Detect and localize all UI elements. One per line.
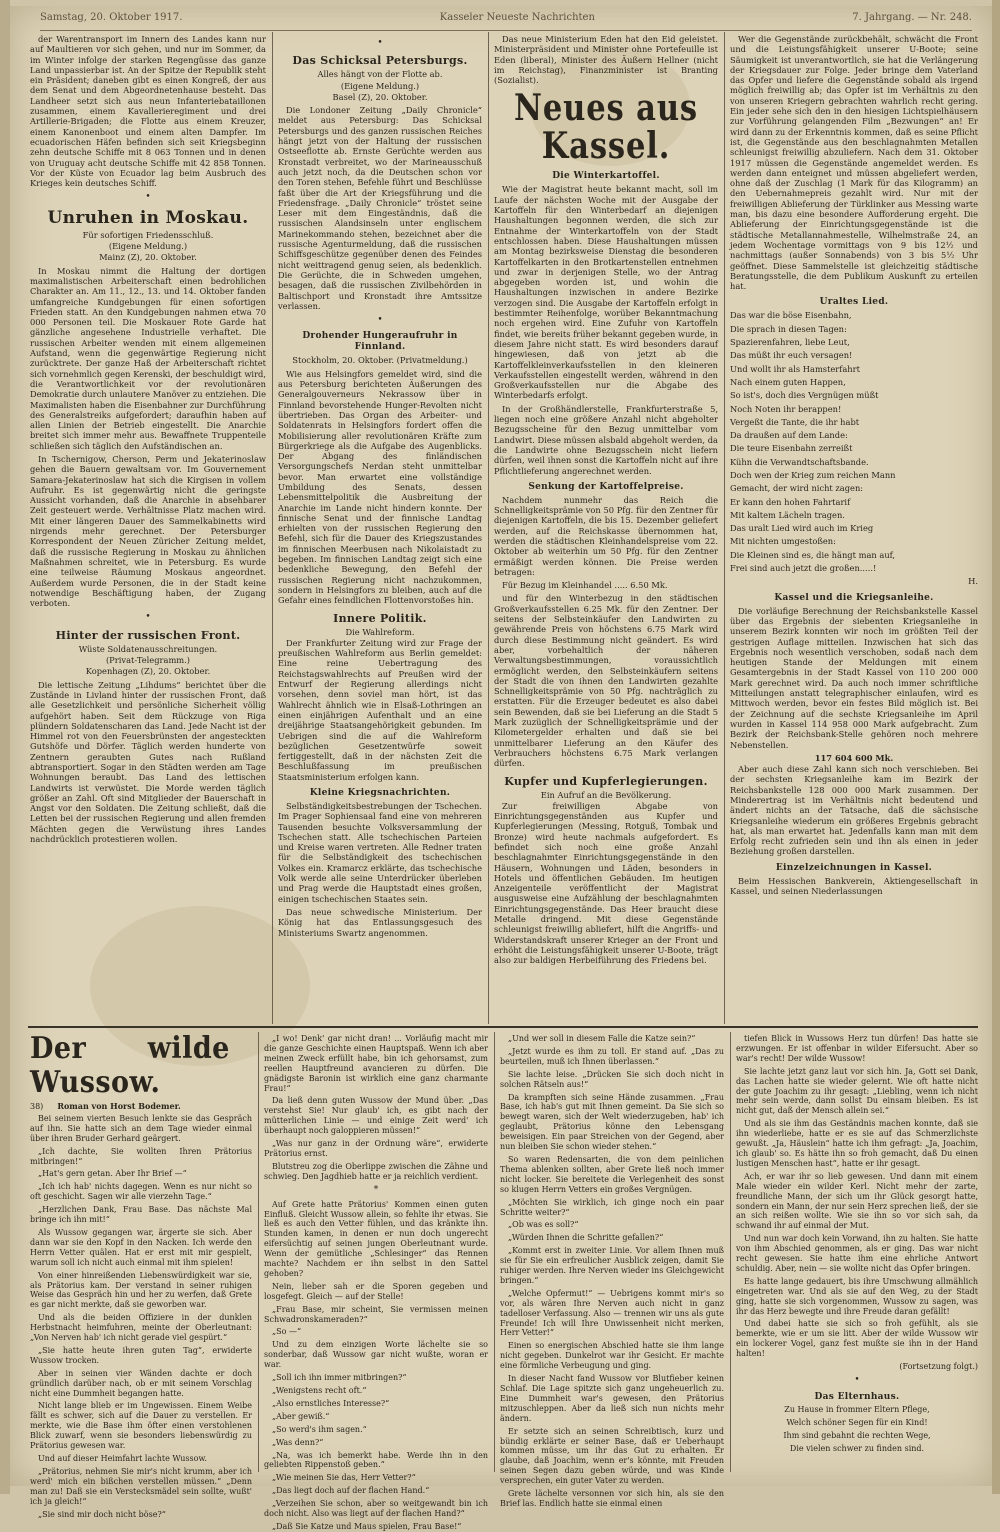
poem-line: Die teure Eisenbahn zerreißt [730, 443, 853, 454]
header-issue: 7. Jahrgang. — Nr. 248. [852, 12, 972, 23]
separator: • [377, 315, 383, 326]
article-title-hunger: Drohender Hungeraufruhr in Finnland. [302, 331, 458, 353]
article-body: In Tschernigow, Cherson, Perm und Jekaterinoslaw gehen die Bauern gewaltsam vor. Im Gouvernement Samara-Jekaterinoslaw hat sich die Kirgisen in vollem Aufruhr. Es ist gegenwärtig nicht die geringste Aussicht vorhanden, daß die Anarchie in absehbarer Zeit gesteuert werde. Verhältnisse Platz machen wird. Mit einer längeren Dauer des Sammelkabinetts wird nirgends mehr gerechnet. Der Petersburger Korrespondent der Neuen Züricher Zeitung meldet, daß die russische Regierung in Moskau zu ähnlichen Maßnahmen schreitet, wie in Petersburg. Es wurde eine teilweise Räumung Moskaus angeordnet. Außerdem wurde Personen, die in der Stadt keine notwendige Beschäftigung haben, der Zugang verboten. [30, 453, 266, 609]
header-paper-name: Kasseler Neueste Nachrichten [439, 12, 595, 23]
running-head [40, 12, 972, 31]
serial-paragraph: „Daß Sie Katze und Maus spielen, Frau Base!“ [272, 1521, 462, 1531]
serial-paragraph: „Würden Ihnen die Schritte gefallen?“ [508, 1233, 664, 1243]
article-body: Der Frankfurter Zeitung wird zur Frage der preußischen Wahlreform aus Berlin gemeldet: Eine reine Uebertragung des Reichstagswahlrechts auf Preußen wird der Entwurf der Regierung allerdings nicht vorsehen, denn soviel man hört, ist das Wahlrecht ähnlich wie in Elsaß-Lothringen an einen einjährigen Aufenthalt und an eine dreijährige Staatsangehörigkeit gebunden. Im Uebrigen sind die auf die Wahlreform bezüglichen Gesetzentwürfe soweit fertiggestellt, daß in der nächsten Zeit die Beschlußfassung im preußischen Staatsministerium erfolgen kann. [278, 637, 482, 782]
column-1 [30, 34, 266, 1024]
col3-intro: Das neue Ministerium Eden hat den Eid geleistet. Ministerpräsident und Minister ohne Portefeuille ist Eden (liberal), Minister des Äußern Hellner (nicht im Reichstag), Finanzminister ist Branting (Sozialist). [494, 34, 718, 86]
continuation-note: (Fortsetzung folgt.) [899, 1362, 978, 1372]
serial-paragraph: Ach, er war ihr so lieb gewesen. Und dann mit einem Male wieder ein wilder Kerl. Nicht mehr der zarte, freundliche Mann, der sich um ihr Glück gesorgt hatte, sondern ein Mann, der nur sein Herz sprechen ließ, der sie an sich reißen wollte. Wie sie ihn so vor sich sah, da schwand ihr auf einmal der Mut. [736, 1171, 978, 1231]
dateline: Stockholm, 20. Oktober. (Privatmeldung.) [292, 355, 468, 366]
serial-paragraph: „Kommt erst in zweiter Linie. Vor allem Ihnen muß sie für Sie ein erfreulicher Ausblick zeigen, damit Sie ruhiger werden. Ihre Nerven wieder ins Gleichgewicht bringen.“ [500, 1246, 724, 1285]
poem-line: Nach einem guten Happen, [730, 376, 846, 387]
serial-column-2 [264, 1034, 488, 1531]
article-title-politik: Innere Politik. [333, 611, 427, 625]
poem-line: Mit kaltem Lächeln tragen. [730, 509, 845, 520]
serial-paragraph: „Möchten Sie wirklich, ich ginge noch ein paar Schritte weiter?“ [500, 1197, 724, 1217]
section-masthead: Neues aus Kassel. [514, 87, 698, 168]
article-body: Selbständigkeitsbestrebungen der Tschechen. Im Prager Sophiensaal fand eine von mehreren Tausenden besuchte Volksversammlung der Tschechen statt. Alle tschechischen Parteien und Kreise waren vertreten. Alle Redner traten für die Selbständigkeit des tschechischen Volkes ein. Kramarcz erklärte, das tschechische Volk werde alle seine Unterdrücker überleben und Prag werde die Hauptstadt eines großen, einigen tschechischen Staates sein. [278, 801, 482, 904]
serial-paragraph: „Aber gewiß.“ [272, 1411, 330, 1421]
serial-paragraph: Da ließ denn guten Wussow der Mund über. „Das verstehst Sie! Nur glaub' ich, es gibt nach der mütterlichen Linie — und einige Zeit werd' ich überhaupt noch galoppieren müssen!“ [264, 1096, 488, 1136]
poem-line: Die Kleinen sind es, die hängt man auf, [730, 549, 896, 560]
serial-paragraph: Da krampften sich seine Hände zusammen. „Frau Base, ich hab's gut mit Ihnen gemeint. Da Sie sich so bewegt waren, sich der Welt wiederzugeben, hab' ich geglaubt, Prätorius könne den Lebensgang beweisigen. Ein paar Streichen von der Gegend, aber nun bleiben Sie schon wieder stehen.“ [500, 1092, 724, 1152]
col4-intro: Wer die Gegenstände zurückbehält, schwächt die Front und die Leistungsfähigkeit unserer U-Boote; seine Säumigkeit ist unverantwortlich, sie hat die Verlängerung der Kriegsdauer zur Folge. Jeder bringe dem Vaterland das Opfer und liefere die Gegenstände sobald als irgend möglich freiwillig ab; das Opfer ist im Verhältnis zu den von unseren Kriegern gebrachten wahrlich recht gering. Ein jeder sehe sich den in den hiesigen Lichtspielhäusern zur Vorführung gelangenden Film „Bezwungen“ an! Er wird dann zu der Erkenntnis kommen, daß es seine Pflicht ist, die Gegenstände aus den beschlagnahmten Metallen schleunigst freiwillig abzuliefern. Nach dem 31. Oktober 1917 müssen die Gegenstände angemeldet werden. Es werden dann enteignet und müssen abgeliefert werden, ohne daß der Zuschlag (1 Mark für das Kilogramm) an den Uebernahmepreis gezahlt wird. Nur mit der freiwilligen Ablieferung der Türklinker aus Messing warte man, bis dazu eine besondere Aufforderung ergeht. Die Ablieferung der Einrichtungsgegenstände ist die städtische Metallannahmestelle, Wilhelmstraße 24, an jedem Wochentage vormittags von 9 bis 12½ und nachmittags (außer Sonnabends) von 3 bis 5½ Uhr geöffnet. Diese Sammelstelle ist gleichzeitig städtische Beratungsstelle, die dem Publikum Auskunft zu erteilen hat. [730, 34, 978, 292]
serial-paragraph: „Jetzt wurde es ihm zu toll. Er stand auf. „Das zu beurteilen, muß ich Ihnen überlassen.“ [500, 1046, 724, 1066]
poem-line: Da draußen auf dem Lande: [730, 430, 848, 441]
serial-paragraph: „Frau Base, mir scheint, Sie vermissen meinen Schwadronskameraden?“ [264, 1304, 488, 1324]
dateline: Mainz (Z), 20. Oktober. [99, 252, 197, 263]
column-2 [278, 34, 482, 1024]
right-page-edge [992, 0, 1000, 1494]
poem-line: Die sprach in diesen Tagen: [730, 323, 847, 334]
newspaper-page [10, 6, 992, 1531]
serial-paragraph: Blutstreu zog die Oberlippe zwischen die Zähne und schwieg. Den Jagdhieb hatte er ja reichlich verdient. [264, 1161, 488, 1181]
poem-line: Kühn die Verwandtschaftsbande. [730, 456, 869, 467]
serial-column-4 [736, 1034, 978, 1476]
column-rule [730, 1032, 731, 1472]
serial-paragraph: „Wie meinen Sie das, Herr Vetter?“ [272, 1473, 416, 1483]
serial-paragraph: Er setzte sich an seinen Schreibtisch, kurz und bündig erklärte er seiner Base, daß er Ueberhaupt kommen müsse, um ihr das Gut zu erhalten. Er glaube, daß Joachim, wenn er's könnte, mit Freuden seinen Segen dazu geben würde, und was Kinde versprechen, ein guter Vater zu werden. [500, 1426, 724, 1486]
article-title-klein: Kleine Kriegsnachrichten. [309, 788, 451, 798]
serial-paragraph: Grete lächelte versonnen vor sich hin, als sie den Brief las. Endlich hatte sie einmal einen [500, 1489, 724, 1508]
column-rule [258, 1032, 259, 1472]
article-body: Beim Hessischen Bankverein, Aktiengesellschaft in Kassel, und seinen Niederlassungen [730, 875, 978, 897]
column-rule [494, 1032, 495, 1472]
article-title-petersburg: Das Schicksal Petersburgs. [292, 54, 468, 68]
poem-line: Und wollt ihr als Hamsterfahrt [730, 363, 860, 374]
poem-line: Gemacht, der wird nicht zagen: [730, 483, 864, 494]
column-3 [494, 34, 718, 1024]
poem-line: Frei sind auch jetzt die großen.....! [730, 563, 877, 574]
serial-column-3 [500, 1034, 724, 1508]
serial-paragraph: „Verzeihen Sie schon, aber so weitgewandt bin ich doch nicht. Also was liegt auf der flachen Hand?“ [264, 1499, 488, 1519]
serial-paragraph: Und zu dem einzigen Worte lächelte sie so sonderbar, daß Wussow gar nicht wußte, woran er war. [264, 1340, 488, 1370]
poem-line: Doch wen der Krieg zum reichen Mann [730, 469, 896, 480]
serial-paragraph: Bei seinem vierten Besuch lenkte sie das Gespräch auf ihn. Sie hatte sich an dem Tage wieder einmal über ihren Bruder Gerhard geärgert. [30, 1113, 252, 1143]
article-title-anleihe: Kassel und die Kriegsanleihe. [774, 592, 934, 603]
poem-line: Mit nichten umgestoßen: [730, 536, 836, 547]
article-source: (Eigene Meldung.) [340, 80, 420, 91]
serial-paragraph: Und als die beiden Offiziere in der dunklen Herbstnacht heimfuhren, meinte der Oberleutnant: „Von Nerven hab' ich nicht gerade viel gespürt.“ [30, 1313, 252, 1343]
serial-paragraph: „Wenigstens recht oft.“ [272, 1386, 367, 1395]
column-4 [730, 34, 978, 1024]
column-rule [272, 32, 273, 1024]
serial-number: 38) [30, 1102, 44, 1111]
article-body: und für den Winterbezug in den städtischen Großverkaufsstellen 6.25 Mk. für den Zentner. Der seitens der Selbsteinkäufer den Landwirten zu gewährende Preis von höchstens 6.75 Mark wird durch diese Bestimmung nicht geändert. Es wird aber, vorbehaltlich der näheren Verwaltungsbestimmungen, voraussichtlich ermöglicht werden, den Selbsteinkäufern seitens der Stadt die von ihnen den Landwirten gezahlte Schnelligkeitsprämie von 50 Pfg. nachträglich zu erstatten. Für die Erzeuger bedeutet es also dabei sein Bewenden, daß sie bei Lieferung an die Stadt 5 Mark zuzüglich der Schnelligkeitsprämie und der Kilometergelder erhalten und daß sie bei unmittelbarer Lieferung an den Käufer des Verbrauchers höchstens 6.75 Mark verlangen dürfen. [494, 593, 718, 769]
poem-line: Spazierenfahren, liebe Leut, [730, 337, 850, 348]
serial-paragraph: „Sie hatte heute ihren guten Tag“, erwiderte Wussow trocken. [30, 1345, 252, 1365]
poem-line: Vergeßt die Tante, die ihr habt [730, 416, 860, 427]
serial-column-1 [30, 1030, 252, 1519]
serial-paragraph: „I wo! Denk' gar nicht dran! ... Vorläufig macht mir die ganze Geschichte einen Hauptspaß. Wenn ich aber meinen Zweck erfüllt habe, bin ich gehorsamst, zum reellen Hauptfreund avancieren zu dürfen. Die gnädigste Baronin ist wirklich eine ganz charmante Frau!“ [264, 1034, 488, 1093]
separator: * [373, 1184, 379, 1195]
serial-paragraph: „Welche Opfermut!“ — Uebrigens kommt mir's so vor, als wären Ihre Nerven auch nicht in ganz tadelloser Verfassung. Also — trennen wir uns als gute Freunde! Ich will Ihre Unwissenheit nicht merken, Herr Vetter!“ [500, 1288, 724, 1338]
article-subtitle: Alles hängt von der Flotte ab. [317, 69, 443, 80]
article-title-preise: Senkung der Kartoffelpreise. [528, 481, 684, 492]
anleihe-total: 117 604 600 Mk. [814, 752, 894, 763]
serial-paragraph: Es hatte lange gedauert, bis ihre Umschwung allmählich eingetreten war. Und als sie auf den Weg, zu der Stadt ging, hatte sie sich vorgenommen, Wussow zu sagen, was ihr das Herz bewegte und ihre Freude daran gefällt! [736, 1276, 978, 1316]
serial-paragraph: „Ob was es soll?“ [508, 1220, 579, 1230]
price-line: Für Bezug im Kleinhandel ..... 6.50 Mk. [502, 580, 668, 591]
separator: • [145, 192, 151, 203]
separator: • [145, 612, 151, 623]
serial-paragraph: „Ich dachte, Sie wollten Ihren Prätorius mitbringen!“ [30, 1146, 252, 1166]
serial-paragraph: „Hat's gern getan. Aber Ihr Brief —“ [38, 1169, 187, 1179]
serial-paragraph: Und dabei hatte sie sich so froh gefühlt, als sie bemerkte, wie er um sie litt. Aber der wilde Wussow wir ein lockerer Vogel, ganz fest mußte sie ihn in der Hand halten! [736, 1319, 978, 1359]
article-body: Die Londoner Zeitung „Daily Chronicle“ meldet aus Petersburg: Das Schicksal Petersburgs und des ganzen russischen Reiches hängt jetzt von der Haltung der russischen Ostseeflotte ab. Ernste Gerüchte werden aus Kronstadt verbreitet, wo der Marineausschuß auch jetzt noch, da die Deutschen schon vor den Toren stehen, Befehle führt und Beschlüsse faßt über die Art der Kriegsführung und die Friedensfrage. „Daily Chronicle“ tröstet seine Leser mit dem Eingeständnis, daß die russischen Alandsinseln unter englischem Marinekommando stehen, bezeichnet aber die russische Agenturmeldung, daß die russischen Schiffsgeschütze gegenüber denen des Feindes nicht weittragend genug seien, als bedenklich. Die Gerüchte, die in Schweden umgehen, besagen, daß die russischen Zivilbehörden in Baltischport und Kronstadt ihre Amtssitze verlassen. [278, 105, 482, 311]
serial-byline: Roman von Horst Bodemer. [57, 1101, 181, 1111]
article-body: Wie aus Helsingfors gemeldet wird, sind die aus Petersburg berichteten Äußerungen des Generalgouverneurs Nekrassow über in Finnland bevorstehende Hunger-Revolten nicht übertrieben. Das Organ des Arbeiter- und Soldatenrats in Helsingfors fordert offen die Mobilisierung aller revolutionären Kräfte zum Bürgerkriege als die Aufgabe des Augenblicks. Der Abgang des finländischen Versorgungschefs Nerdan steht unmittelbar bevor. Man erwartet eine vollständige Umbildung des Senats, dessen Lebensmittelpolitik die Ausbreitung der Anarchie im Lande nicht hindern konnte. Der finnische Senat und der finnische Landtag erhielten von der russischen Regierung den Befehl, sich für die Dauer des Kriegszustandes im finnischen Meerbusen nach Nikolaistadt zu begeben. Im finnischen Landtag zeigt sich eine bedenkliche Bewegung, den Befehl der russischen Regierung nicht nachzukommen, sondern in Helsingfors zu bleiben, auch auf die Gefahr eines feindlichen Flottenvorstoßes hin. [278, 368, 482, 606]
serial-paragraph: „Prätorius, nehmen Sie mir's nicht krumm, aber ich werd' mich ein bißchen verstellen müssen.“ „Denn man zu! Daß sie ein Verstecksmädel sein sollte, wußt' ich ja gleich!“ [30, 1466, 252, 1506]
article-subtitle: Ein Aufruf an die Bevölkerung. [540, 789, 672, 800]
serial-paragraph: „So werd's ihm sagen.“ [272, 1424, 367, 1434]
dateline: Basel (Z), 20. Oktober. [332, 91, 428, 102]
article-body: Wie der Magistrat heute bekannt macht, soll im Laufe der nächsten Woche mit der Ausgabe der Kartoffeln für den Winterbedarf an diejenigen Haushaltungen begonnen werden, die sich zur Entnahme der Winterkartoffeln von der Stadt entschlossen haben. Diese Haushaltungen müssen am Montag bezirksweise Dienstag die besonderen Kartoffelkarten in den Brotkartenstellen entnehmen und zwar in derjenigen Stelle, wo der Antrag abgegeben worden ist, und wohin die Haushaltungen inzwischen in andere Bezirke verzogen sind. Die Ausgabe der Kartoffeln erfolgt in bestimmter Reihenfolge, worüber Bekanntmachung noch ergehen wird. Eine Zufuhr von Kartoffeln findet, wie bereits früher bekannt gegeben wurde, in diesem Jahre nicht statt. Es wird besonders darauf hingewiesen, daß von jetzt ab die Kartoffelkleinverkaufsstellen in den kleineren Verkaufsstellen eingestellt werden, während in den Großverkaufsstellen nur die Abgabe des Winterbedarfs erfolgt. [494, 184, 718, 401]
col1-intro: der Warentransport im Innern des Landes kann nur auf Maultieren vor sich gehen, und nur im Sommer, da im Winter infolge der starken Regengüsse das ganze Land unpassierbar ist. An der Spitze der Republik steht ein Präsident; daneben gibt es einen Kongreß, der aus dem Senat und dem Abgeordnetenhause besteht. Das Landheer setzt sich aus neun Infanteriebataillonen zusammen, einem Kavallerieregiment und drei Artillerie-Brigaden; die Flotte aus einem Kreuzer, einem Kanonenboot und einem alten Dampfer. Im ecuadorischen Häfen befinden sich seit Kriegsbeginn zehn deutsche Schiffe mit 8 063 Tonnen und in denen von Uruguay acht deutsche Schiffe mit 42 858 Tonnen. Vor der Küste von Ecuador lag beim Ausbruch des Krieges kein deutsches Schiff. [30, 34, 266, 189]
poem-line: Das war die böse Eisenbahn, [730, 310, 852, 321]
serial-byline-row [30, 1102, 252, 1112]
serial-paragraph: „Herzlichen Dank, Frau Base. Das nächste Mal bringe ich ihn mit!“ [30, 1205, 252, 1225]
header-date: Samstag, 20. Oktober 1917. [40, 12, 183, 23]
serial-paragraph: Auf Grete hatte Prätorius' Kommen einen guten Einfluß. Gleicht Wussow allein, so fehlte ihr etwas. Sie ließ es auch den Vetter fühlen, und das kränkte ihn. Stunden kamen, in denen er nun doch ungerecht eifersüchtig auf seinen jungen Oberleutnant wurde. Wenn der gemütliche „Schlesinger“ das Rennen machte? Nachdem er ihn selbst in den Sattel gehoben? [264, 1199, 488, 1278]
article-subtitle: Die Wahlreform. [345, 626, 415, 637]
serial-paragraph: So waren Redensarten, die von dem peinlichen Thema ablenken sollten, aber Grete ließ noch immer nicht locker. Sie bereitete die Verlegenheit des sonst so klugen Herrn Vetters ein großes Vergnügen. [500, 1154, 724, 1194]
serial-paragraph: Nein, lieber sah er die Sporen gegeben und losgefegt. Gleich — auf der Stelle! [264, 1281, 488, 1301]
dateline: Kopenhagen (Z), 20. Oktober. [85, 666, 211, 677]
section-divider [28, 1026, 978, 1028]
serial-paragraph: Und auf dieser Heimfahrt lachte Wussow. [38, 1454, 207, 1463]
article-source: (Eigene Meldung.) [108, 241, 188, 252]
poem-line: Noch Noten ihr berappen! [730, 403, 842, 414]
article-body: Das neue schwedische Ministerium. Der König hat das Entlassungsgesuch des Ministeriums Swartz angenommen. [278, 906, 482, 938]
article-body: In Moskau nimmt die Haltung der dortigen maximalistischen Arbeiterschaft einen bedrohlichen Charakter an. Am 11., 12., 13. und 14. Oktober fanden umfangreiche Kundgebungen für einen sofortigen Frieden statt. An den Kundgebungen nahmen etwa 70 000 Personen teil. Die Moskauer Rote Garde hat gänzliche angesehene Industrielle verhaftet. Die russischen Arbeiter wenden mit einem allgemeinen Aufstand, wenn die gegenwärtige Regierung nicht zurücktrete. Der ganze Haß der Arbeiterschaft richtet sich vornehmlich gegen Kerenski, der beschuldigt wird, die Verantwortlichkeit vor der revolutionären Demokratie durch unlautere Manöver zu entziehen. Die Maximalisten haben die Eisenbahner zur Durchführung des Generalstreiks aufgefordert; daraufhin haben auf allen Linien der Betrieb eingestellt. Die Anarchie breitet sich immer mehr aus. Bewaffnete Truppenteile schließen sich täglich den Aufständischen an. [30, 265, 266, 451]
column-rule [724, 32, 725, 1024]
article-body: Zur freiwilligen Abgabe von Einrichtungsgegenständen aus Kupfer und Kupferlegierungen (Messing, Rotguß, Tombak und Bronze) wird heute nachmals aufgefordert. Es befindet sich noch eine große Anzahl beschlagnahmter Einrichtungsgegenstände in den Häusern, Wohnungen und Läden, besonders in Hotels und öffentlichen Gebäuden. Im heutigen Anzeigenteile veröffentlicht der Magistrat ausgusweise eine Aufzählung der beschlagnahmten Einrichtungsgegenstände. Das Heer braucht diese Metalle dringend. Mit diese Gegenstände schleunigst freiwillig abliefert, hilft die Angriffs- und Widerstandskraft unserer Krieger an der Front und erhöht die Leistungsfähigkeit unserer U-Boote, trägt also zur baldigen Herbeiführung des Friedens bei. [494, 800, 718, 966]
serial-paragraph: „Soll ich ihn immer mitbringen?“ [272, 1373, 407, 1383]
poem-line: Welch schöner Segen für ein Kind! [786, 1417, 928, 1427]
serial-paragraph: Sie lachte leise. „Drücken Sie sich doch nicht in solchen Rätseln aus!“ [500, 1069, 724, 1089]
article-body: In der Großhändlerstelle, Frankfurterstraße 5, liegen noch eine größere Anzahl nicht abgeholter Bezugsscheine für den Bezug unmittelbar vom Landwirt. Diese müssen alsbald abgeholt werden, da die Landwirte ohne Bezugsschein nicht liefern dürfen, weil ihnen sonst die Kartoffeln nicht auf ihre Pflichtlieferung angerechnet werden. [494, 403, 718, 476]
article-body: Aber auch diese Zahl kann sich noch verschieben. Bei der sechsten Kriegsanleihe kam im Bezirk der Reichsbankstelle 128 000 000 Mark zusammen. Der Minderertrag ist im Verhältnis nicht bedeutend und ändert nichts an der Tatsache, daß die sächsische Kriegsanleihe wiederum ein größeres Ergebnis gebracht hat, als man erwartet hat. Jedenfalls kann man mit dem Erfolg recht zufrieden sein und ihn als einen in jeder Beziehung großen darstellen. [730, 764, 978, 857]
serial-paragraph: Als Wussow gegangen war, ärgerte sie sich. Aber dann war sie den Kopf in den Nacken. Ich werde den Herrn Vetter quälen. Hat er erst mit mir gespielt, warum soll ich nicht auch einmal mit ihm spielen! [30, 1227, 252, 1267]
article-title-moskau: Unruhen in Moskau. [47, 207, 249, 228]
article-body: Die lettische Zeitung „Lihdums“ berichtet über die Zustände in Livland hinter der russischen Front, daß alle Gesetzlichkeit und persönliche Sicherheit völlig aufgehört haben. Seit dem Rückzuge von Riga plündern Soldatenscharen das Land. Jede Nacht ist der Himmel rot von den Feuersbrünsten der angesteckten Gutshöfe und Dörfer. Täglich werden hunderte von Zentnern geraubten Gutes nach Rußland abtransportiert. Sogar in den Städten werden am Tage Wohnungen beraubt. Das Land des lettischen Landwirts ist verwüstet. Die Morde werden täglich größer an Zahl. Oft sind Mitglieder der Bauerschaft in Angst vor den Soldaten. Die Zeitung schließt, daß die Letten bei der russischen Regierung und allen fremden Mächten gegen die Verwüstung ihres Landes nachdrücklich protestieren wollen. [30, 679, 266, 845]
serial-paragraph: „Was denn?“ [272, 1437, 324, 1447]
serial-title: Der wilde Wussow. [30, 1031, 230, 1100]
poem-line: Die vielen schwer zu finden sind. [789, 1443, 925, 1453]
poem-line: Das müßt ihr euch versagen! [730, 350, 853, 361]
article-source: (Privat-Telegramm.) [105, 655, 191, 666]
serial-paragraph: „So —“ [272, 1327, 302, 1337]
serial-paragraph: Nicht lange blieb er im Ungewissen. Einem Weibe fällt es schwer, sich auf die Dauer zu verstellen. Er merkte, wie die Base ihm öfter einen verstohlenen Blick zuwarf, wenn sie besonders liebenswürdig zu Prätorius gewesen war. [30, 1401, 252, 1451]
serial-paragraph: Von einer hinreißenden Liebenswürdigkeit war sie, als Prätorius kam. Der verstand in seiner ruhigen Weise das Gespräch hin und her zu werfen, daß Grete es gar nicht merkte, daß sie geworben war. [30, 1270, 252, 1310]
article-title-kupfer: Kupfer und Kupferlegierungen. [504, 774, 708, 788]
article-body: Nachdem nunmehr das Reich die Schnelligkeitsprämie von 50 Pfg. für den Zentner für diejenigen Kartoffeln, die bis 15. Dezember geliefert werden, auf die Reichskasse übernommen hat, werden die städtischen Kleinhandelspreise vom 22. Oktober ab weiterhin um 50 Pfg. für den Zentner ermäßigt werden können. Die Preise werden betragen: [494, 494, 718, 577]
column-rule [488, 32, 489, 1024]
poem-title-elternhaus: Das Elternhaus. [814, 1391, 900, 1402]
serial-paragraph: „Was nur ganz in der Ordnung wäre“, erwiderte Prätorius ernst. [264, 1139, 488, 1158]
poem-line: Das uralt Lied wird auch im Krieg [730, 523, 874, 534]
separator: • [854, 1375, 860, 1385]
serial-paragraph: Einen so energischen Abschied hatte sie ihm lange nicht gegeben. Dunkelrot war ihr Gesicht. Er machte eine förmliche Verbeugung und ging. [500, 1341, 724, 1371]
serial-paragraph: „Ich ich hab' nichts dagegen. Wenn es nur nicht so oft geschicht. Sagen wir alle vierzehn Tage.“ [30, 1182, 252, 1202]
serial-paragraph: „Und wer soll in diesem Falle die Katze sein?“ [508, 1034, 696, 1043]
separator: • [377, 38, 383, 48]
poem-title: Uraltes Lied. [819, 297, 889, 308]
article-title-winter: Die Winterkartoffel. [552, 171, 660, 182]
serial-paragraph: Und nun war doch kein Vorwand, ihn zu halten. Sie hatte von ihm Abschied genommen, als er ging. Das war nicht recht gewesen. Sie hatte ihm eine ehrliche Antwort schuldig. Aber, nein — sie wollte nicht das Opfer bringen. [736, 1234, 978, 1273]
serial-paragraph: Sie lachte jetzt ganz laut vor sich hin. Ja, Gott sei Dank, das Lachen hatte sie wieder gelernt. Wie oft hatte nicht der gute Joachim zu ihr gesagt: „Liebling, wenn ich nicht mehr sein werde, dann sollst Du einsam bleiben. Es ist nicht gut, daß der Mensch allein sei.“ [736, 1066, 978, 1116]
serial-paragraph: tiefen Blick in Wussows Herz tun dürfen! Das hatte sie erzwungen. Er ist offenbar in wilder Eifersucht. Aber so war's recht! Der wilde Wussow! [736, 1034, 978, 1063]
poem-line: Er kann den hohen Fahrtarif [730, 496, 851, 507]
poem-line: Zu Hause in frommer Eltern Pflege, [784, 1404, 930, 1414]
serial-paragraph: „Na, was ich bemerkt habe. Werde ihn in den geliebten Rippenstoß geben.“ [264, 1450, 488, 1470]
poem-line: So ist's, doch dies Vergnügen müßt [730, 390, 879, 401]
article-body: Die vorläufige Berechnung der Reichsbankstelle Kassel über das Ergebnis der siebenten Kriegsanleihe in unserem Bezirk konnten wir noch im größten Teil der gestrigen Auflage mitteilen. Inzwischen hat sich das Ergebnis noch wesentlich verschoben, sodaß nach dem heutigen Stande der Meldungen mit einem Gesamtergebnis in der Stadt Kassel von 110 200 000 Mark gerechnet wird. Da auch noch immer schriftliche Mitteilungen anstatt telegraphischer einlaufen, wird es Mittwoch werden, bevor ein festes Bild möglich ist. Bei der Zeichnung auf die sechste Kriegsanleihe im April wurden in Kassel 114 958 000 Mark aufgebracht. Zum Bezirk der Reichsbank-Stelle gehören noch mehrere Nebenstellen. [730, 605, 978, 750]
serial-paragraph: „Sie sind mir doch nicht böse?“ [38, 1509, 166, 1519]
serial-paragraph: „Das liegt doch auf der flachen Hand.“ [272, 1486, 430, 1496]
serial-paragraph: Aber in seinen vier Wänden dachte er doch gründlich darüber nach, ob er mit seinem Vorschlag nicht eine Dummheit begangen hatte. [30, 1368, 252, 1398]
poem-lines [730, 310, 978, 586]
left-page-edge [0, 0, 10, 1494]
article-subtitle: Für sofortigen Friedensschluß. [82, 229, 214, 240]
serial-paragraph: In dieser Nacht fand Wussow vor Blutfieber keinen Schlaf. Die Lage spitzte sich ganz ungeheuerlich zu. Eine Dummheit war's gewesen, den Prätorius mitzuschleppen. Aber da ließ sich nun nichts mehr ändern. [500, 1374, 724, 1423]
poem-signature: H. [968, 576, 978, 587]
article-title-front: Hinter der russischen Front. [55, 628, 241, 642]
poem-line: Ihm sind gebahnt die rechten Wege, [783, 1430, 931, 1440]
serial-paragraph: „Also ernstliches Interesse?“ [272, 1398, 390, 1408]
article-title-einzel: Einzelzeichnungen in Kassel. [775, 862, 933, 873]
serial-paragraph: Und als sie ihm das Geständnis machen konnte, daß sie ihn wiederliebe, hatte er es sie auf das Schmerzlichste gewußt. „Ja, Häuslein“ hatte ich ihm gefragt: „Ja, Joachim, ich glaub' so. Es hätte ihn so froh gemacht, daß Du einen lustigen Menschen hast“, hatte er ihr gesagt. [736, 1119, 978, 1168]
article-subtitle: Wüste Soldatenausschreitungen. [78, 643, 218, 654]
